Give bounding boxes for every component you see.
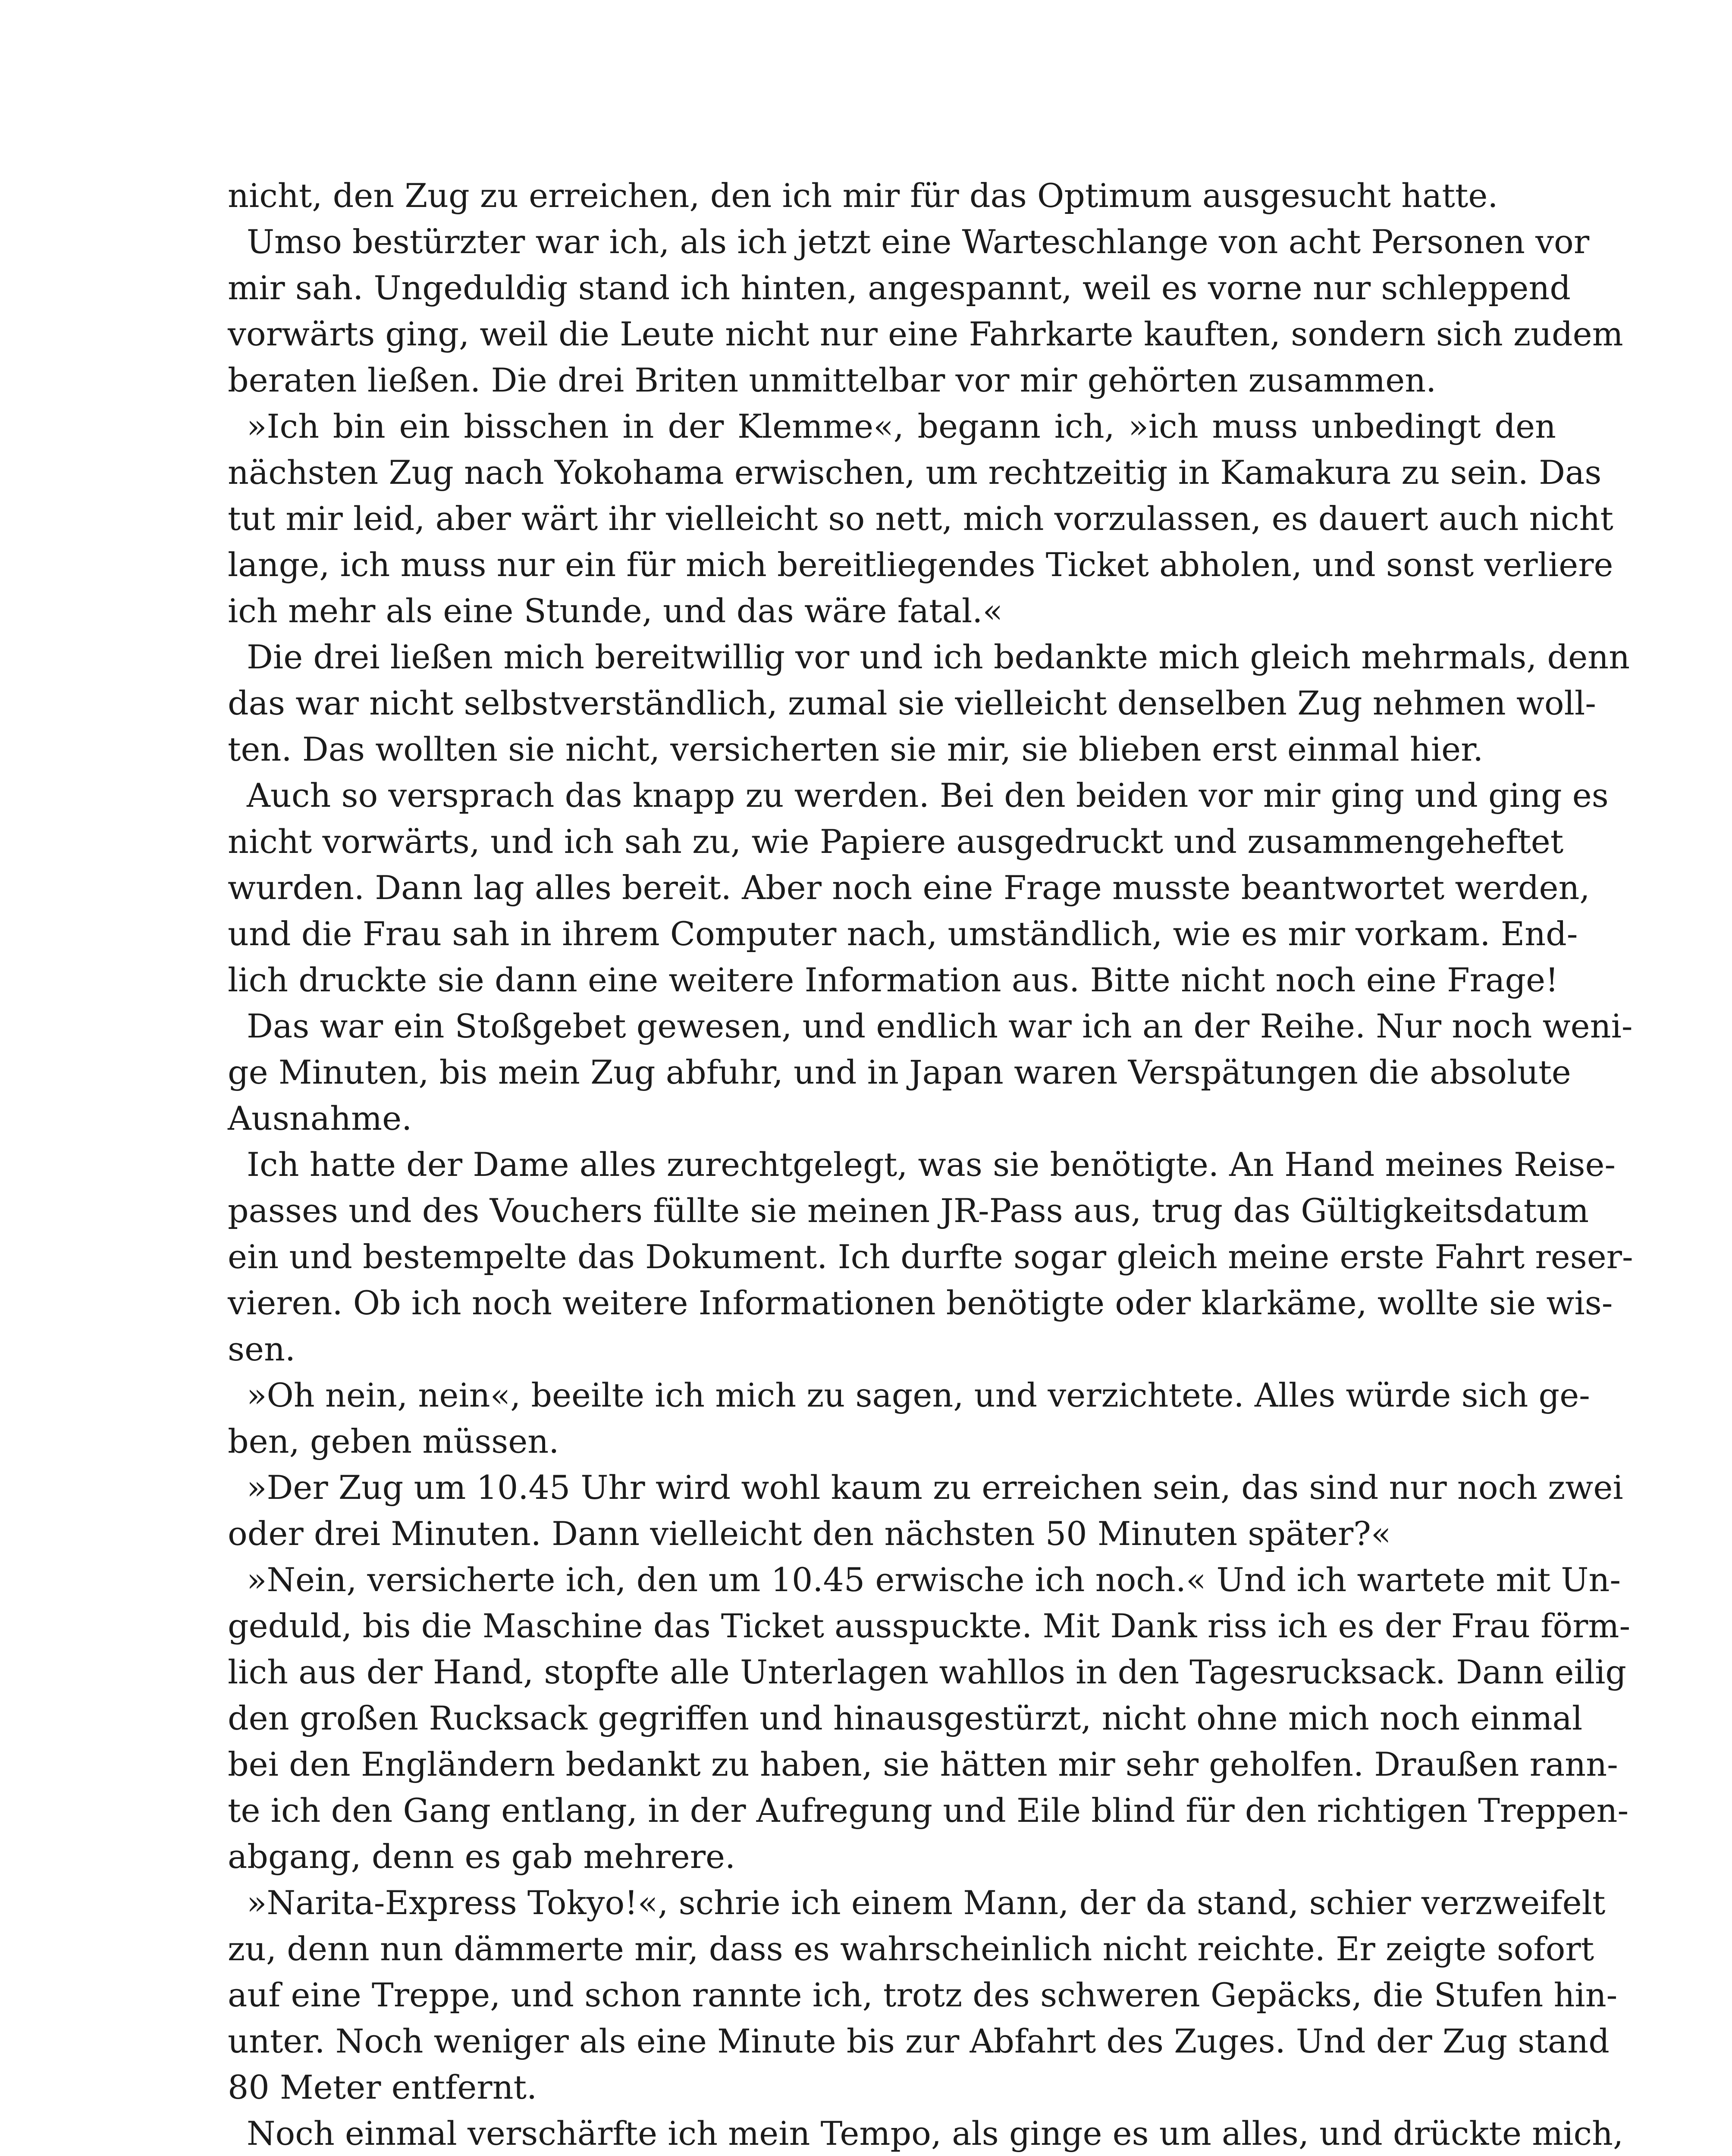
text-line: unter. Noch weniger als eine Minute bis zur Abfahrt des Zuges. Und der Zug stand [228,2022,1610,2060]
text-line: nicht, den Zug zu erreichen, den ich mir für das Optimum ausgesucht hatte. [228,176,1498,215]
text-line: und die Frau sah in ihrem Computer nach, umständlich, wie es mir vorkam. End- [228,915,1578,953]
text-line: nicht vorwärts, und ich sah zu, wie Papiere ausgedruckt und zusammengeheftet [228,822,1564,861]
text-line: das war nicht selbstverständlich, zumal sie vielleicht denselben Zug nehmen woll- [228,684,1596,722]
text-line: sen. [228,1330,296,1368]
text-line: beraten ließen. Die drei Briten unmittelbar vor mir gehörten zusammen. [228,361,1437,399]
text-line: Die drei ließen mich bereitwillig vor und ich bedankte mich gleich mehrmals, denn [247,638,1630,676]
text-line: »Ich bin ein bisschen in der Klemme«, begann ich, »ich muss unbedingt den [247,407,1556,445]
text-line: Ich hatte der Dame alles zurechtgelegt, was sie benötigte. An Hand meines Reise- [247,1145,1616,1184]
text-line: wurden. Dann lag alles bereit. Aber noch eine Frage musste beantwortet werden, [228,868,1590,907]
text-line: ein und bestempelte das Dokument. Ich durfte sogar gleich meine erste Fahrt reser- [228,1238,1633,1276]
text-line: »Nein, versicherte ich, den um 10.45 erwische ich noch.« Und ich wartete mit Un- [247,1561,1621,1599]
text-line: Auch so versprach das knapp zu werden. Bei den beiden vor mir ging und ging es [247,776,1609,815]
text-line: ben, geben müssen. [228,1422,559,1460]
text-line: »Oh nein, nein«, beeilte ich mich zu sagen, und verzichtete. Alles würde sich ge- [247,1376,1590,1414]
text-line: geduld, bis die Maschine das Ticket ausspuckte. Mit Dank riss ich es der Frau förm- [228,1607,1631,1645]
text-line: oder drei Minuten. Dann vielleicht den nächsten 50 Minuten später?« [228,1514,1391,1553]
text-line: zu, denn nun dämmerte mir, dass es wahrscheinlich nicht reichte. Er zeigte sofort [228,1930,1594,1968]
text-line: Ausnahme. [228,1099,412,1138]
text-line: Umso bestürzter war ich, als ich jetzt eine Warteschlange von acht Personen vor [247,222,1590,261]
text-line: vieren. Ob ich noch weitere Informationen benötigte oder klarkäme, wollte sie wis- [228,1284,1613,1322]
text-line: tut mir leid, aber wärt ihr vielleicht so nett, mich vorzulassen, es dauert auch nicht [228,499,1613,538]
text-line: mir sah. Ungeduldig stand ich hinten, angespannt, weil es vorne nur schleppend [228,269,1571,307]
text-line: 80 Meter entfernt. [228,2068,537,2106]
text-line: lich aus der Hand, stopfte alle Unterlagen wahllos in den Tagesrucksack. Dann eilig [228,1653,1627,1691]
text-line: »Der Zug um 10.45 Uhr wird wohl kaum zu erreichen sein, das sind nur noch zwei [247,1468,1623,1507]
text-line: auf eine Treppe, und schon rannte ich, trotz des schweren Gepäcks, die Stufen hin- [228,1976,1618,2014]
text-line: lange, ich muss nur ein für mich bereitliegendes Ticket abholen, und sonst verliere [228,545,1613,584]
text-line: Noch einmal verschärfte ich mein Tempo, als ginge es um alles, und drückte mich, [247,2114,1624,2153]
text-line: »Narita-Express Tokyo!«, schrie ich einem Mann, der da stand, schier verzweifelt [247,1883,1606,1922]
text-line: ich mehr als eine Stunde, und das wäre fatal.« [228,592,1003,630]
text-line: Das war ein Stoßgebet gewesen, und endlich war ich an der Reihe. Nur noch weni- [247,1007,1633,1045]
text-line: passes und des Vouchers füllte sie meinen JR-Pass aus, trug das Gültigkeitsdatum [228,1191,1589,1230]
body-text [228,172,1633,2156]
text-line: lich druckte sie dann eine weitere Information aus. Bitte nicht noch eine Frage! [228,961,1559,999]
text-line: ge Minuten, bis mein Zug abfuhr, und in Japan waren Verspätungen die absolute [228,1053,1571,1091]
text-line: bei den Engländern bedankt zu haben, sie hätten mir sehr geholfen. Draußen rann- [228,1745,1618,1783]
text-line: te ich den Gang entlang, in der Aufregung und Eile blind für den richtigen Treppen- [228,1791,1629,1830]
text-line: vorwärts ging, weil die Leute nicht nur eine Fahrkarte kauften, sondern sich zudem [228,315,1623,353]
text-line: ten. Das wollten sie nicht, versicherten sie mir, sie blieben erst einmal hier. [228,730,1484,768]
text-line: abgang, denn es gab mehrere. [228,1837,736,1876]
text-line: nächsten Zug nach Yokohama erwischen, um rechtzeitig in Kamakura zu sein. Das [228,453,1602,492]
text-line: den großen Rucksack gegriffen und hinausgestürzt, nicht ohne mich noch einmal [228,1699,1583,1737]
